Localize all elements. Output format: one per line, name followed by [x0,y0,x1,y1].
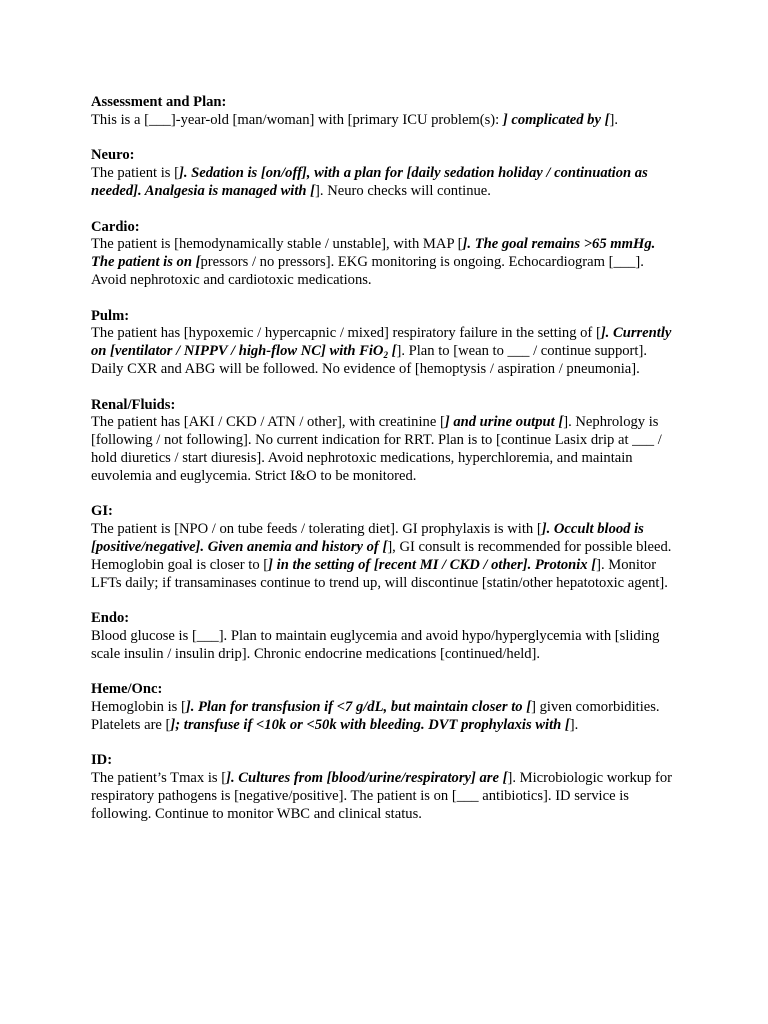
section-heading: Endo: [91,610,130,627]
section-heading: Renal/Fluids: [91,396,176,413]
section-gi [91,503,681,592]
text-run: The patient is [hemodynamically stable / unstable], with MAP [ [91,236,463,253]
section-body [91,521,681,592]
section-body [91,236,681,289]
text-run: This is a [___]-year-old [man/woman] with [primary ICU problem(s): [91,111,503,128]
section-body [91,628,681,664]
text-run: pressors / no pressors]. EKG monitoring is ongoing. Echocardiogram [___]. Avoid nephrotoxic and cardiotoxic medications. [91,254,644,288]
text-run: ], GI consult is recommended for possible bleed. Hemoglobin goal is closer to [ [91,538,672,573]
emphasis-text: [ [387,343,397,360]
emphasis-run: ]. Occult blood is [positive/negative]. Given anemia and history of [ [91,521,644,555]
text-run: ]. Microbiologic workup for respiratory pathogens is [negative/positive]. The patient is on [___ antibiotics]. ID service is following. Continue to monitor WBC and clinical status. [91,770,673,822]
text-run: Hemoglobin is [ [91,699,186,716]
emphasis-run: ] complicated by [ [502,111,610,128]
section-heading: ID: [91,752,113,769]
section-assessment [91,94,681,130]
text-run: The patient is [NPO / on tube feeds / tolerating diet]. GI prophylaxis is with [ [91,521,542,538]
emphasis-run: ]; transfuse if <10k or <50k with bleeding. DVT prophylaxis with [ [170,716,570,733]
emphasis-run: ]. Plan for transfusion if <7 g/dL, but maintain closer to [ [185,699,532,716]
text-run: The patient has [hypoxemic / hypercapnic / mixed] respiratory failure in the setting of [ [91,325,601,342]
section-heading: GI: [91,503,113,520]
section-pulm [91,308,681,379]
section-heading: Assessment and Plan: [91,94,227,110]
text-run: ]. Nephrology is [following / not following]. No current indication for RRT. Plan is to [continue Lasix drip at ___ / hold diuretics / start diuresis]. Avoid nephrotoxic medications, hyperchloremia, and maintain euvolemia and euglycemia. Strict I&O to be monitored. [91,414,662,484]
emphasis-run: ] in the setting of [recent MI / CKD / other]. Protonix [ [268,556,597,573]
section-cardio [91,219,681,290]
subscript: 2 [383,350,388,361]
section-body [91,112,681,130]
text-run: ]. Plan to [wean to ___ / continue support]. Daily CXR and ABG will be followed. No evidence of [hemoptysis / aspiration / pneumonia]. [91,343,647,377]
text-run: The patient is [ [91,165,179,182]
text-run: The patient’s Tmax is [ [91,770,227,787]
text-run: ] given comorbidities. Platelets are [ [91,699,660,733]
text-run: Blood glucose is [___]. Plan to maintain euglycemia and avoid hypo/hyperglycemia with [sliding scale insulin / insulin drip]. Chronic endocrine medications [continued/held]. [91,627,660,662]
section-endo [91,610,681,663]
section-id [91,752,681,823]
section-body [91,414,681,485]
text-run: ]. Neuro checks will continue. [315,182,491,199]
emphasis-run: ]. Cultures from [blood/urine/respiratory] are [ [226,770,508,787]
section-heading: Pulm: [91,307,130,324]
emphasis-run: ]. The goal remains >65 mmHg. The patient is on [ [91,236,656,271]
emphasis-run: ]. Sedation is [on/off], with a plan for [daily sedation holiday / continuation as needed]. Analgesia is managed with [ [91,165,648,199]
section-body [91,699,681,735]
document-page [91,94,681,841]
section-hemeonc [91,681,681,734]
emphasis-text: ]. Currently on [ventilator / NIPPV / high-flow NC] with FiO [91,325,672,360]
section-heading: Cardio: [91,218,140,235]
text-run: ]. [609,111,618,128]
text-run: ]. Monitor LFTs daily; if transaminases continue to trend up, will discontinue [statin/other hepatotoxic agent]. [91,556,668,591]
section-body [91,770,681,823]
section-heading: Heme/Onc: [91,681,163,698]
section-heading: Neuro: [91,147,135,164]
section-body [91,165,681,201]
text-run: ]. [569,716,579,733]
text-run: The patient has [AKI / CKD / ATN / other], with creatinine [ [91,414,445,431]
section-body [91,325,681,378]
emphasis-run: ] and urine output [ [444,414,564,431]
section-neuro [91,147,681,200]
section-renal [91,397,681,486]
